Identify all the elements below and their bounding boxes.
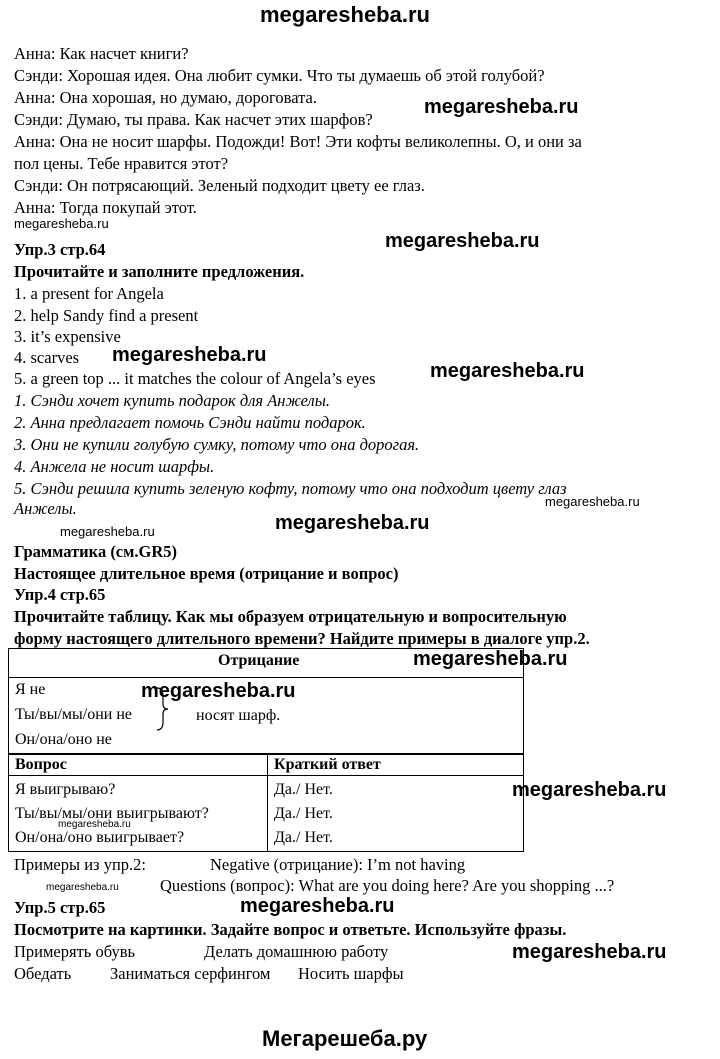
ex5-phrase: Примерять обувь <box>14 942 136 961</box>
ex3-prompt: 3. it’s expensive <box>14 327 121 346</box>
dialogue-line: Анна: Она не носит шарфы. Подожди! Вот! Эти кофты великолепны. О, и они за <box>14 132 582 151</box>
ex4-heading: Упр.4 стр.65 <box>14 585 106 604</box>
dialogue-line: Анна: Она хорошая, но думаю, дороговата. <box>14 88 317 107</box>
short-answer: Да./ Нет. <box>274 805 333 822</box>
watermark: megaresheba.ru <box>512 941 667 963</box>
ex3-prompt: 5. a green top ... it matches the colour of Angela’s eyes <box>14 369 376 388</box>
watermark: megaresheba.ru <box>413 648 568 670</box>
ex5-heading: Упр.5 стр.65 <box>14 898 106 917</box>
dialogue-line: Сэнди: Думаю, ты права. Как насчет этих шарфов? <box>14 110 373 129</box>
ex3-instruction: Прочитайте и заполните предложения. <box>14 262 305 281</box>
watermark: megaresheba.ru <box>60 524 155 539</box>
ex5-phrase: Заниматься серфингом <box>110 964 271 983</box>
grammar-heading: Грамматика (см.GR5) <box>14 542 177 561</box>
dialogue-line: Сэнди: Он потрясающий. Зеленый подходит цвету ее глаз. <box>14 176 425 195</box>
watermark: megaresheba.ru <box>385 230 540 252</box>
dialogue-line: Анна: Как насчет книги? <box>14 44 189 63</box>
examples-negative: Negative (отрицание): I’m not having <box>210 855 466 874</box>
watermark: megaresheba.ru <box>112 344 267 366</box>
dialogue-line: пол цены. Тебе нравится этот? <box>14 154 229 173</box>
ex3-answer: Анжелы. <box>14 499 77 518</box>
ex3-answer: 3. Они не купили голубую сумку, потому что она дорогая. <box>14 435 420 454</box>
ex4-instruction: форму настоящего длительного времени? Найдите примеры в диалоге упр.2. <box>14 629 590 648</box>
table-divider <box>8 775 524 776</box>
ex3-answer: 2. Анна предлагает помочь Сэнди найти подарок. <box>14 413 366 432</box>
short-answer: Да./ Нет. <box>274 781 333 798</box>
ex5-phrase: Делать домашнюю работу <box>204 942 389 961</box>
question-row: Он/она/оно выигрывает? <box>15 829 185 846</box>
ex3-prompt: 1. a present for Angela <box>14 284 164 303</box>
negation-tail: носят шарф. <box>196 707 281 724</box>
short-answer-header: Краткий ответ <box>274 756 381 773</box>
ex3-heading: Упр.3 стр.64 <box>14 240 106 259</box>
watermark: megaresheba.ru <box>424 96 579 118</box>
ex3-answer: 4. Анжела не носит шарфы. <box>14 457 215 476</box>
ex3-answer: 5. Сэнди решила купить зеленую кофту, потому что она подходит цвету глаз <box>14 479 567 498</box>
watermark: megaresheba.ru <box>240 895 395 917</box>
watermark: megaresheba.ru <box>430 360 585 382</box>
dialogue-line: Анна: Тогда покупай этот. <box>14 198 197 217</box>
watermark: megaresheba.ru <box>46 882 119 893</box>
ex3-prompt: 2. help Sandy find a present <box>14 306 199 325</box>
question-row: Я выигрываю? <box>15 781 116 798</box>
watermark: megaresheba.ru <box>512 779 667 801</box>
question-row: Ты/вы/мы/они выигрывают? <box>15 805 209 822</box>
examples-questions: Questions (вопрос): What are you doing here? Are you shopping ...? <box>160 876 615 895</box>
header-watermark: megaresheba.ru <box>260 2 430 27</box>
table-column-divider <box>267 754 268 852</box>
ex4-instruction: Прочитайте таблицу. Как мы образуем отрицательную и вопросительную <box>14 607 567 626</box>
ex3-answer: 1. Сэнди хочет купить подарок для Анжелы. <box>14 391 331 410</box>
watermark: megaresheba.ru <box>58 819 131 830</box>
footer-watermark: Мегарешеба.ру <box>262 1026 428 1051</box>
ex5-phrase: Носить шарфы <box>298 964 404 983</box>
table-divider <box>8 677 524 678</box>
ex5-instruction: Посмотрите на картинки. Задайте вопрос и ответьте. Используйте фразы. <box>14 920 567 939</box>
negation-row: Он/она/оно не <box>15 731 112 748</box>
examples-label: Примеры из упр.2: <box>14 855 146 874</box>
dialogue-line: Сэнди: Хорошая идея. Она любит сумки. Что ты думаешь об этой голубой? <box>14 66 545 85</box>
short-answer: Да./ Нет. <box>274 829 333 846</box>
watermark: megaresheba.ru <box>14 216 109 231</box>
question-header: Вопрос <box>15 756 67 773</box>
ex5-phrase: Обедать <box>14 964 72 983</box>
negation-row: Ты/вы/мы/они не <box>15 706 133 723</box>
negation-header: Отрицание <box>218 652 300 669</box>
watermark: megaresheba.ru <box>275 512 430 534</box>
negation-row: Я не <box>15 681 46 698</box>
watermark: megaresheba.ru <box>141 680 296 702</box>
watermark: megaresheba.ru <box>545 494 640 509</box>
ex3-prompt: 4. scarves <box>14 348 80 367</box>
grammar-subheading: Настоящее длительное время (отрицание и вопрос) <box>14 564 399 583</box>
